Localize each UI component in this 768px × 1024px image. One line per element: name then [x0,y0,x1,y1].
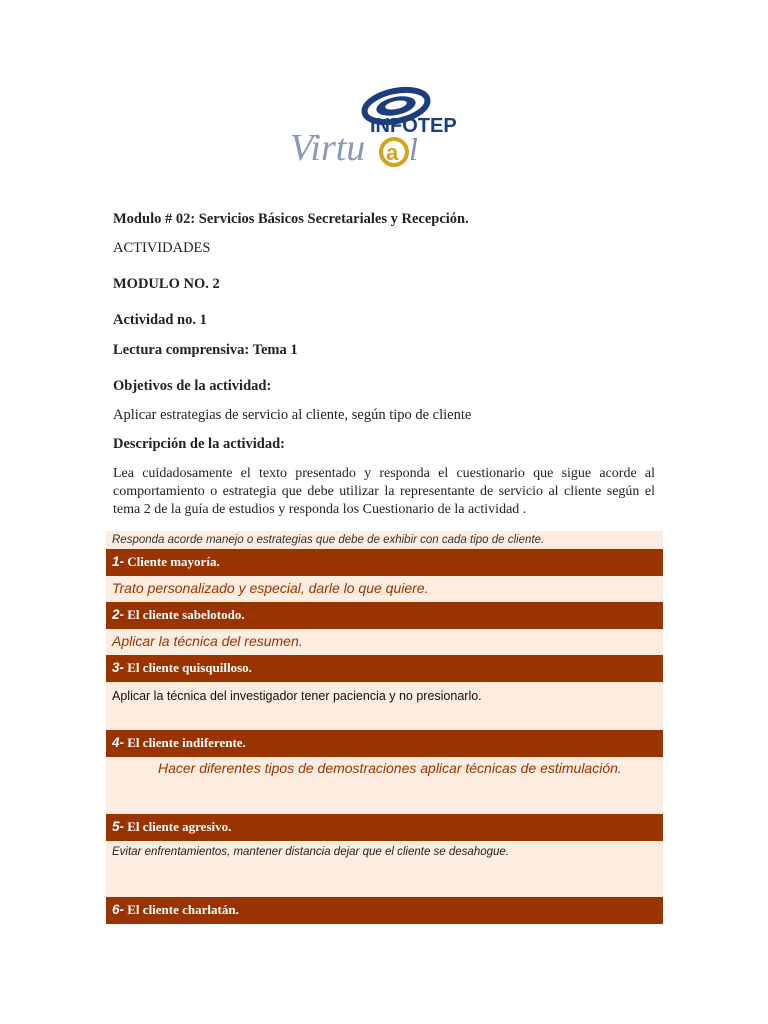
answer-3: Aplicar la técnica del investigador tener paciencia y no presionarlo. [106,682,663,730]
answer-4: Hacer diferentes tipos de demostraciones aplicar técnicas de estimulación. [106,757,663,814]
question-title: El cliente charlatán. [127,902,239,917]
question-title: El cliente indiferente. [127,735,246,750]
question-number: 3- [112,660,125,675]
answer-5: Evitar enfrentamientos, mantener distancia dejar que el cliente se desahogue. [106,841,663,897]
table-intro: Responda acorde manejo o estrategias que debe de exhibir con cada tipo de cliente. [106,531,663,549]
module-title: Modulo # 02: Servicios Básicos Secretariales y Recepción. [113,211,469,227]
question-number: 4- [112,735,125,750]
svg-text:INFOTEP: INFOTEP [370,115,457,137]
reading-title: Lectura comprensiva: Tema 1 [113,342,298,358]
svg-text:a: a [386,140,399,165]
question-header-5 [106,814,663,841]
client-types-table [106,531,663,924]
question-title: El cliente quisquilloso. [127,660,252,675]
svg-text:Virtu: Virtu [290,127,366,169]
objectives-heading: Objetivos de la actividad: [113,378,272,394]
svg-text:l: l [409,131,418,167]
infotep-virtual-logo [288,82,457,174]
question-header-4 [106,730,663,757]
question-header-2 [106,602,663,629]
question-header-6 [106,897,663,924]
module-number: MODULO NO. 2 [113,276,220,292]
question-title: El cliente agresivo. [127,819,232,834]
answer-2: Aplicar la técnica del resumen. [106,629,663,655]
question-number: 1- [112,554,125,569]
activity-number: Actividad no. 1 [113,312,207,328]
question-number: 2- [112,607,125,622]
answer-1: Trato personalizado y especial, darle lo que quiere. [106,576,663,602]
activities-heading: ACTIVIDADES [113,240,211,256]
question-header-1 [106,549,663,576]
question-header-3 [106,655,663,682]
question-title: El cliente sabelotodo. [127,607,245,622]
objectives-text: Aplicar estrategias de servicio al cliente, según tipo de cliente [113,407,472,423]
description-text: Lea cuidadosamente el texto presentado y responda el cuestionario que sigue acorde al comportamiento o estrategia que debe utilizar la representante de servicio al cliente según el tema 2 de la guía de estudios y responda los Cuestionario de la actividad . [113,466,655,517]
question-title: Cliente mayoría. [127,554,220,569]
question-number: 6- [112,902,125,917]
question-number: 5- [112,819,125,834]
description-heading: Descripción de la actividad: [113,436,285,452]
logo-graphic [288,82,457,174]
